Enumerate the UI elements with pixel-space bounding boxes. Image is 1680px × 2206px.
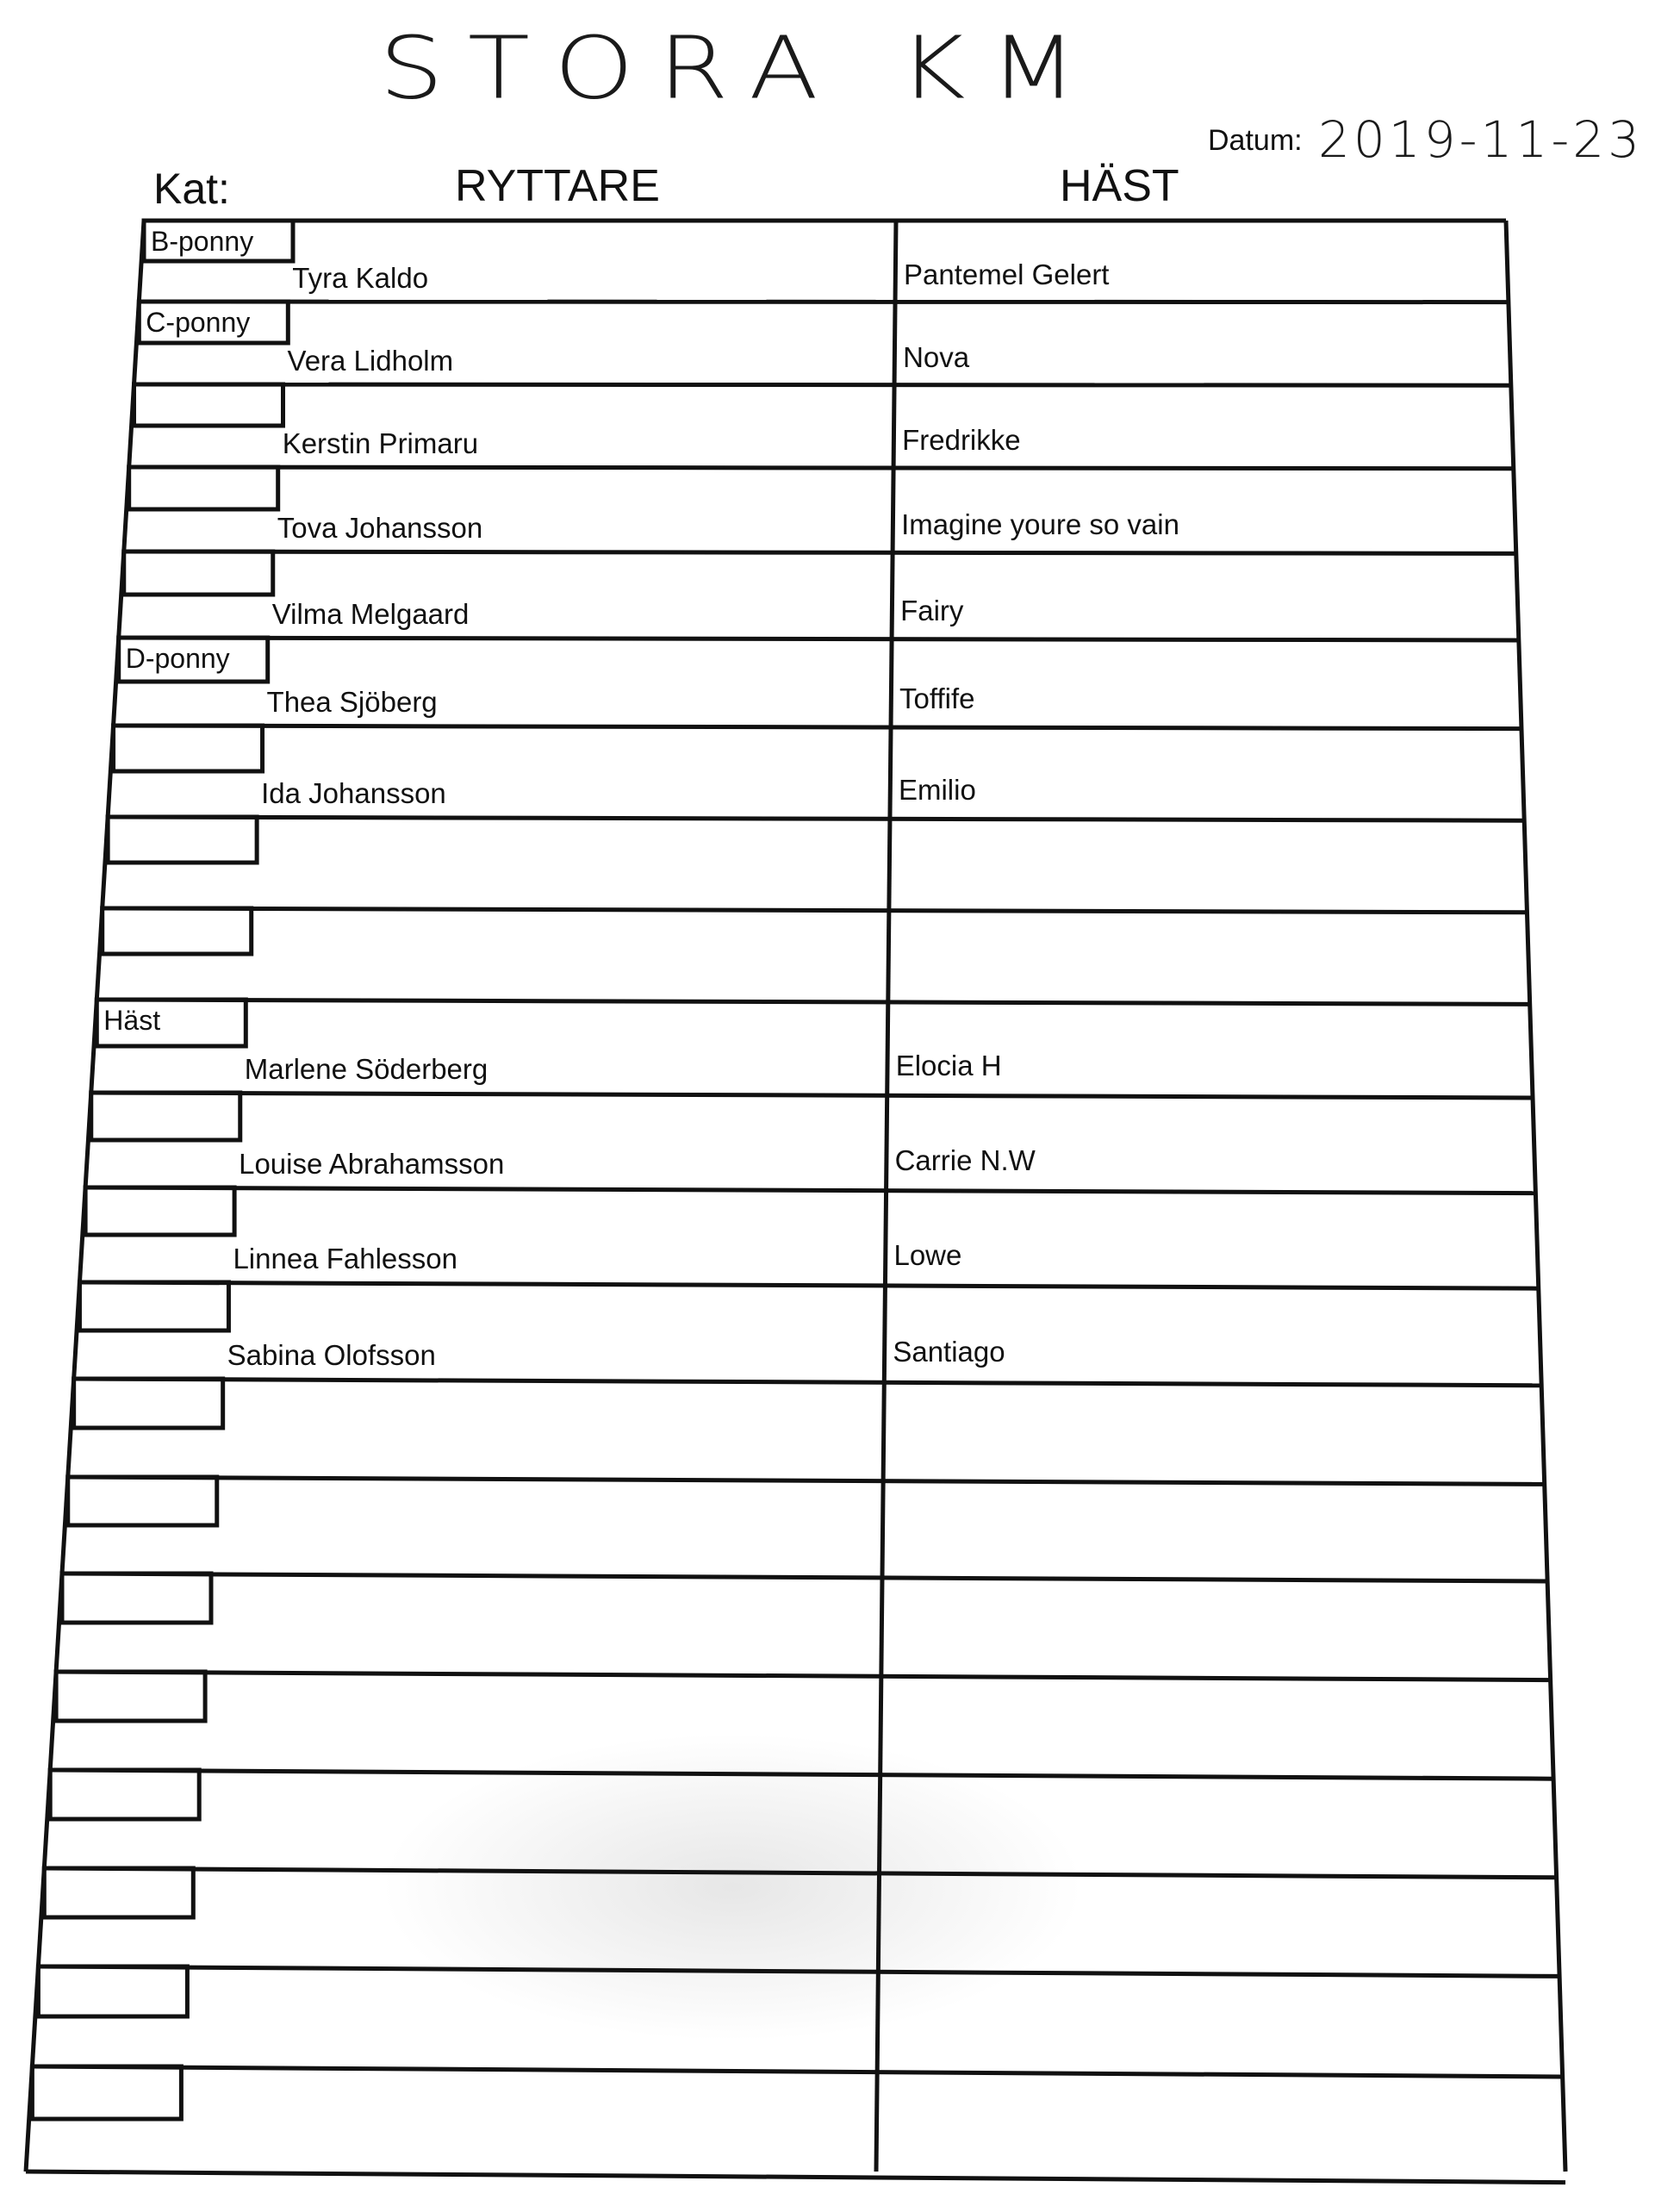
category-box[interactable] — [79, 1282, 228, 1330]
horse-name[interactable]: Toffife — [899, 682, 975, 714]
row-separator — [74, 1379, 1541, 1386]
row-separator — [44, 1868, 1556, 1878]
category-box[interactable] — [91, 1093, 240, 1140]
row-separator — [114, 726, 1521, 729]
rider-name[interactable]: Tyra Kaldo — [292, 262, 429, 294]
horse-name[interactable]: Carrie N.W — [894, 1144, 1036, 1176]
category-box[interactable] — [129, 467, 278, 509]
horse-name[interactable]: Santiago — [893, 1336, 1005, 1368]
horse-name[interactable]: Fairy — [900, 595, 964, 626]
horse-name[interactable]: Pantemel Gelert — [904, 259, 1110, 290]
row-category[interactable]: D-ponny — [125, 643, 230, 674]
rider-name[interactable]: Ida Johansson — [261, 777, 446, 809]
row-separator — [129, 467, 1514, 469]
horse-name[interactable]: Elocia H — [895, 1050, 1002, 1081]
row-separator — [119, 638, 1519, 640]
category-box[interactable] — [32, 2066, 181, 2119]
category-box[interactable] — [108, 817, 257, 863]
row-separator — [68, 1477, 1545, 1484]
row-separator — [62, 1573, 1547, 1581]
category-box[interactable] — [68, 1477, 217, 1525]
horse-name[interactable]: Emilio — [898, 774, 976, 806]
row-separator — [108, 817, 1524, 820]
horse-name[interactable]: Nova — [903, 341, 970, 373]
category-box[interactable] — [62, 1573, 211, 1623]
rider-column-header: RYTTARE — [455, 161, 660, 211]
row-separator — [85, 1187, 1535, 1193]
horse-name[interactable]: Lowe — [893, 1239, 962, 1271]
rider-name[interactable]: Thea Sjöberg — [266, 686, 438, 718]
row-separator — [103, 908, 1528, 913]
rider-name[interactable]: Vilma Melgaard — [271, 598, 470, 630]
rider-name[interactable]: Sabina Olofsson — [227, 1339, 436, 1371]
rider-name[interactable]: Marlene Söderberg — [244, 1053, 488, 1085]
category-box[interactable] — [74, 1379, 223, 1428]
horse-name[interactable]: Fredrikke — [902, 424, 1021, 456]
column-divider — [876, 221, 896, 2172]
category-box[interactable] — [56, 1672, 205, 1721]
row-category[interactable]: C-ponny — [146, 307, 251, 338]
category-box[interactable] — [114, 726, 263, 771]
rider-name[interactable]: Louise Abrahamsson — [239, 1148, 505, 1180]
page-title: STORA KM — [379, 17, 1102, 119]
category-box[interactable] — [50, 1770, 199, 1819]
category-box[interactable] — [44, 1868, 193, 1917]
row-separator — [38, 1966, 1559, 1976]
row-separator — [56, 1672, 1550, 1680]
category-column-header: Kat: — [153, 165, 230, 213]
rider-name[interactable]: Tova Johansson — [277, 512, 483, 544]
category-box[interactable] — [38, 1966, 187, 2016]
row-category[interactable]: Häst — [103, 1005, 161, 1036]
row-separator — [26, 2172, 1565, 2183]
row-separator — [50, 1770, 1553, 1779]
category-box[interactable] — [85, 1187, 234, 1235]
horse-name[interactable]: Imagine youre so vain — [901, 508, 1179, 540]
row-category[interactable]: B-ponny — [151, 226, 254, 257]
date-value[interactable]: 2019-11-23 — [1318, 110, 1644, 169]
horse-column-header: HÄST — [1060, 161, 1179, 211]
row-separator — [96, 1000, 1529, 1004]
row-separator — [32, 2066, 1562, 2077]
row-separator — [134, 384, 1511, 385]
date-label: Datum: — [1208, 124, 1303, 157]
rider-name[interactable]: Vera Lidholm — [287, 345, 454, 377]
rider-name[interactable]: Kerstin Primaru — [282, 427, 479, 459]
row-separator — [91, 1093, 1533, 1098]
row-separator — [79, 1282, 1538, 1288]
category-box[interactable] — [124, 552, 273, 595]
row-separator — [124, 552, 1516, 553]
category-box[interactable] — [134, 384, 283, 426]
rider-name[interactable]: Linnea Fahlesson — [233, 1243, 457, 1274]
category-box[interactable] — [103, 908, 252, 954]
